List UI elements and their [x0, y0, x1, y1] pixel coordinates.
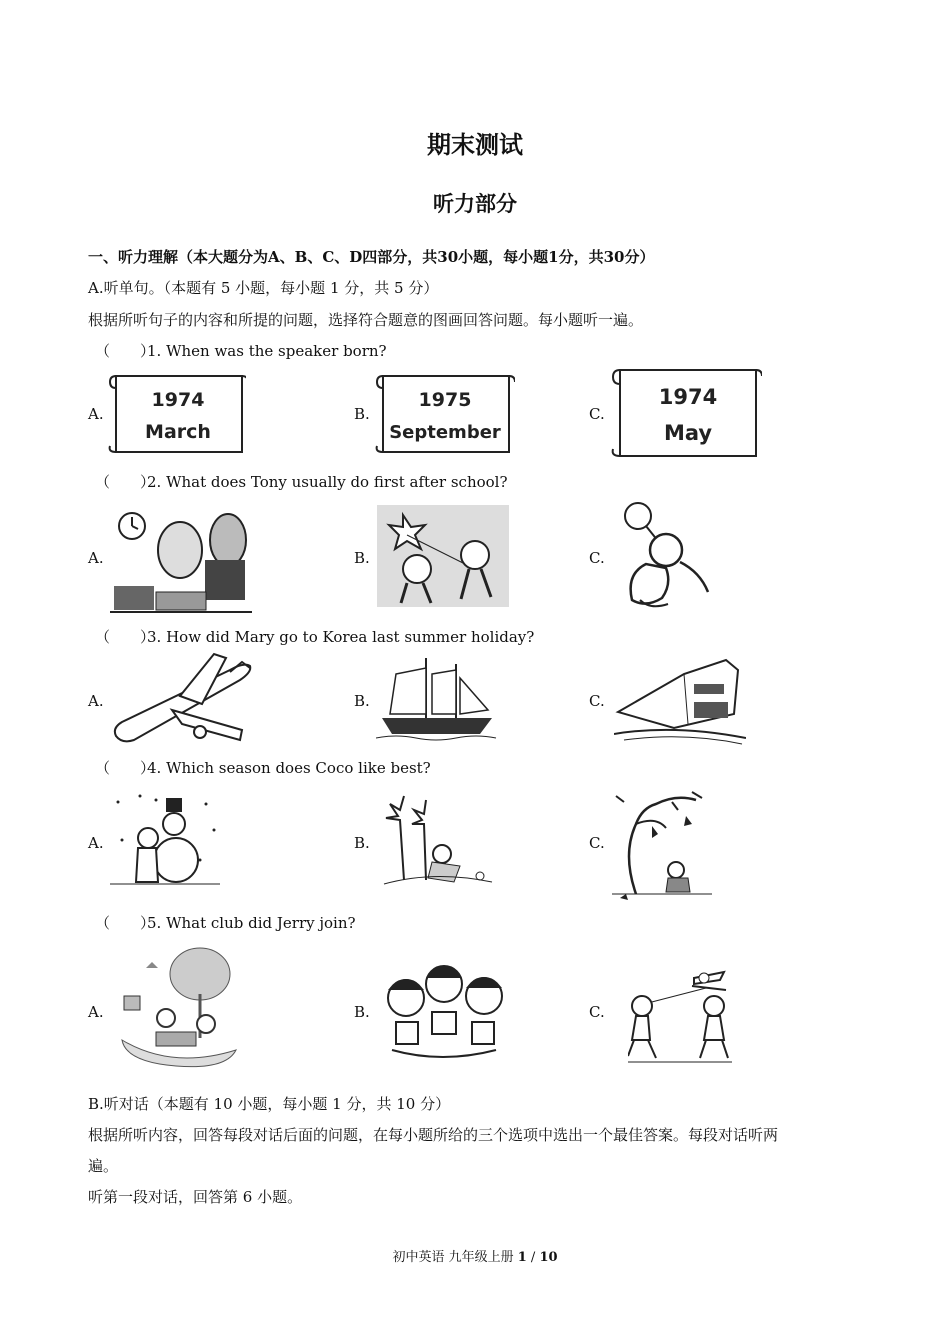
question-3: [95, 626, 534, 647]
option-label: C.: [589, 834, 605, 852]
kite-kids-illustration[interactable]: [377, 505, 509, 607]
scroll-month: September: [389, 422, 501, 443]
question-text: 3. How did Mary go to Korea last summer holiday?: [147, 628, 535, 646]
answer-blank[interactable]: （ ）: [95, 342, 156, 360]
question-4: [95, 757, 431, 778]
reading-club-illustration[interactable]: [378, 960, 508, 1060]
calendar-scroll-c[interactable]: [610, 364, 762, 462]
part-b-instruction-cont: 遍。: [88, 1157, 119, 1175]
answer-blank[interactable]: （ ）: [95, 473, 156, 491]
option-label: A.: [88, 549, 104, 567]
question-1: [95, 340, 387, 361]
option-label: C.: [589, 1003, 605, 1021]
question-text: 4. Which season does Coco like best?: [147, 759, 431, 777]
answer-blank[interactable]: （ ）: [95, 759, 156, 777]
summer-beach-illustration[interactable]: [380, 792, 496, 892]
section-heading: 一、听力理解（本大题分为A、B、C、D四部分，共30小题，每小题1分，共30分）: [88, 248, 655, 266]
question-5: [95, 912, 356, 933]
question-text: 1. When was the speaker born?: [147, 342, 387, 360]
scroll-month: May: [663, 421, 713, 445]
option-label: C.: [589, 405, 605, 423]
winter-snowman-illustration[interactable]: [110, 790, 220, 890]
page-title: 期末测试: [427, 130, 523, 159]
question-text: 5. What club did Jerry join?: [147, 914, 356, 932]
autumn-tree-illustration[interactable]: [612, 786, 712, 900]
train-illustration[interactable]: [614, 654, 746, 746]
sailboat-illustration[interactable]: [376, 654, 498, 742]
scroll-year: 1974: [658, 385, 718, 409]
option-label: A.: [88, 692, 104, 710]
part-a-title: A.听单句。（本题有 5 小题，每小题 1 分，共 5 分）: [88, 279, 439, 297]
option-label: A.: [88, 1003, 104, 1021]
scroll-month: March: [145, 421, 211, 443]
page-footer: [0, 1246, 950, 1265]
page-total: 10: [539, 1250, 558, 1265]
option-label: B.: [354, 834, 370, 852]
dialog-1-instruction: 听第一段对话，回答第 6 小题。: [88, 1188, 303, 1206]
section-subtitle: 听力部分: [433, 191, 517, 216]
scroll-year: 1975: [418, 389, 472, 411]
option-label: B.: [354, 549, 370, 567]
option-label: B.: [354, 1003, 370, 1021]
option-label: C.: [589, 549, 605, 567]
badminton-player-illustration[interactable]: [610, 500, 720, 612]
footer-text: 初中英语 九年级上册: [392, 1250, 518, 1265]
question-text: 2. What does Tony usually do first after school?: [147, 473, 508, 491]
option-label: B.: [354, 692, 370, 710]
answer-blank[interactable]: （ ）: [95, 914, 156, 932]
calendar-scroll-a[interactable]: [108, 370, 246, 458]
option-label: A.: [88, 834, 104, 852]
answer-blank[interactable]: （ ）: [95, 628, 156, 646]
calendar-scroll-b[interactable]: [375, 370, 515, 458]
airplane-illustration[interactable]: [110, 652, 258, 746]
part-b-title: B.听对话（本题有 10 小题，每小题 1 分，共 10 分）: [88, 1095, 451, 1113]
option-label: C.: [589, 692, 605, 710]
page-number: 1: [517, 1250, 527, 1265]
part-a-instruction: 根据所听句子的内容和所提的问题，选择符合题意的图画回答问题。每小题听一遍。: [88, 311, 644, 329]
option-label: A.: [88, 405, 104, 423]
page-separator: /: [526, 1250, 540, 1265]
option-label: B.: [354, 405, 370, 423]
model-plane-club-illustration[interactable]: [628, 966, 732, 1066]
homework-illustration[interactable]: [110, 500, 252, 614]
picnic-club-illustration[interactable]: [112, 944, 240, 1068]
scroll-year: 1974: [151, 389, 205, 411]
part-b-instruction: 根据所听内容，回答每段对话后面的问题，在每小题所给的三个选项中选出一个最佳答案。每段对话听两: [88, 1126, 779, 1144]
question-2: [95, 471, 508, 492]
